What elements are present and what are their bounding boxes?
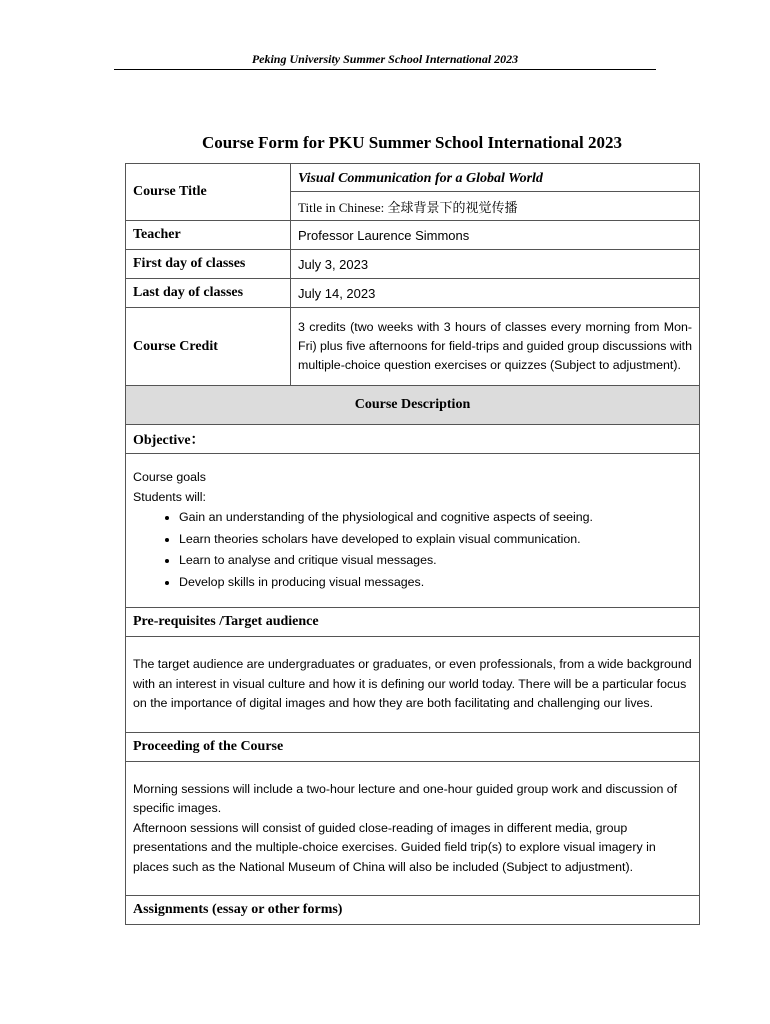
prerequisites-heading: Pre-requisites /Target audience	[126, 608, 700, 637]
prerequisites-text: The target audience are undergraduates or graduates, or even professionals, from a wide background with an interest in visual culture and how it is defining our world today. There will be a particular focus on the importance of digital images and how they are both facilitating and challenging our lives.	[133, 657, 692, 711]
course-description-heading: Course Description	[126, 386, 700, 425]
title-chinese-value: 全球背景下的视觉传播	[387, 199, 518, 215]
goal-item: • Learn to analyse and critique visual messages.	[179, 550, 692, 572]
teacher-value: Professor Laurence Simmons	[291, 221, 700, 250]
page-header: Peking University Summer School International 2023	[114, 52, 656, 70]
objective-heading: Objective：	[126, 425, 700, 454]
first-day-label: First day of classes	[126, 250, 291, 279]
course-title-chinese	[291, 192, 700, 221]
goals-list	[133, 507, 692, 593]
goal-item: • Learn theories scholars have developed to explain visual communication.	[179, 529, 692, 551]
course-title-english: Visual Communication for a Global World	[291, 164, 700, 192]
assignments-heading: Assignments (essay or other forms)	[126, 896, 700, 925]
course-form-table	[125, 163, 700, 925]
last-day-label: Last day of classes	[126, 279, 291, 308]
proceeding-text-morning: Morning sessions will include a two-hour lecture and one-hour guided group work and discussion of specific images.	[133, 781, 678, 816]
title-chinese-label: Title in Chinese:	[298, 199, 385, 215]
proceeding-body	[126, 762, 700, 896]
course-credit-label: Course Credit	[126, 308, 291, 386]
goal-item: • Develop skills in producing visual messages.	[179, 572, 692, 594]
course-goals-intro: Course goals	[133, 470, 207, 484]
goal-item: • Gain an understanding of the physiological and cognitive aspects of seeing.	[179, 507, 692, 529]
proceeding-heading: Proceeding of the Course	[126, 733, 700, 762]
document-title: Course Form for PKU Summer School International 2023	[201, 133, 623, 152]
last-day-value: July 14, 2023	[291, 279, 700, 308]
course-title-label: Course Title	[126, 164, 291, 221]
prerequisites-body	[126, 637, 700, 733]
teacher-label: Teacher	[126, 221, 291, 250]
proceeding-text-afternoon: Afternoon sessions will consist of guided close-reading of images in different media, group presentations and the multiple-choice exercises. Guided field trip(s) to explore visual imagery in places such as the National Museum of China will also be included (Subject to adjustment).	[133, 820, 656, 874]
students-will-label: Students will:	[133, 489, 207, 504]
course-credit-value: 3 credits (two weeks with 3 hours of classes every morning from Mon-Fri) plus five afternoons for field-trips and guided group discussions with multiple-choice question exercises or quizzes (Subject to adjustment).	[291, 308, 700, 386]
objective-body	[126, 454, 700, 608]
first-day-value: July 3, 2023	[291, 250, 700, 279]
